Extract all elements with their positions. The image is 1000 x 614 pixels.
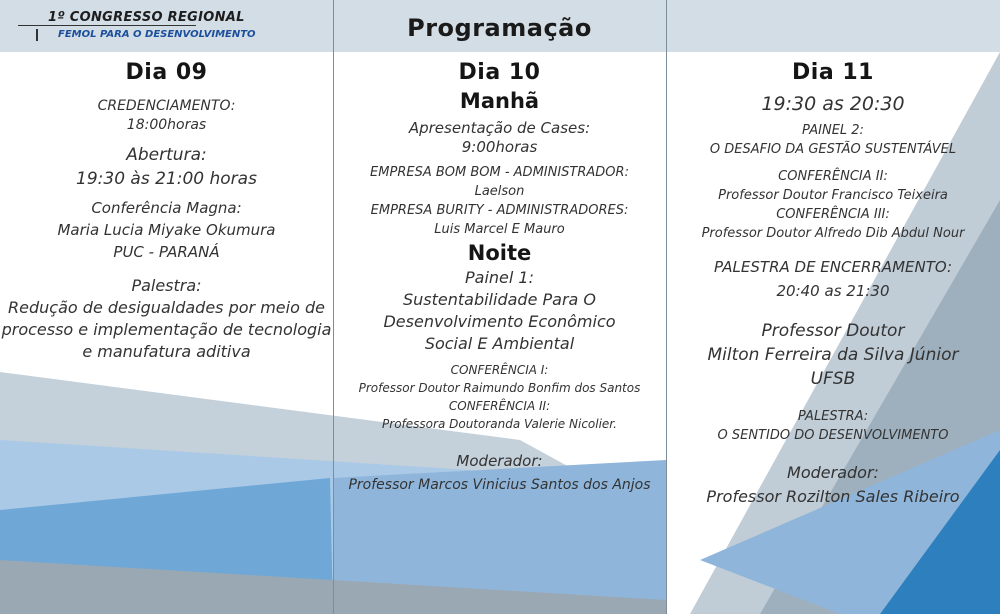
session-time: 19:30 as 20:30 <box>761 93 905 115</box>
credenciamento-time: 18:00horas <box>126 117 207 133</box>
palestra-title: O SENTIDO DO DESENVOLVIMENTO <box>717 428 949 443</box>
page-title: Programação <box>407 14 592 42</box>
conferencia-label: CONFERÊNCIA I: <box>450 363 549 377</box>
logo-rule-vertical <box>36 29 38 41</box>
encerramento-label: PALESTRA DE ENCERRAMENTO: <box>713 258 953 276</box>
painel-title: O DESAFIO DA GESTÃO SUSTENTÁVEL <box>709 142 957 157</box>
moderador-label: Moderador: <box>787 463 879 482</box>
congress-logo <box>18 8 256 46</box>
apresentacao-time: 9:00horas <box>461 138 538 156</box>
empresa-name: Luis Marcel E Mauro <box>434 222 565 237</box>
conferencia-name: Professor Doutor Raimundo Bonfim dos Santos <box>358 381 641 395</box>
conferencia-label: CONFERÊNCIA II: <box>778 169 888 184</box>
conferencia-label: CONFERÊNCIA II: <box>448 399 551 413</box>
abertura-time: 19:30 às 21:00 horas <box>76 169 257 189</box>
logo-rule <box>18 25 196 26</box>
painel-label: Painel 1: <box>465 268 534 287</box>
period-manha: Manhã <box>459 89 540 113</box>
day-title: Dia 10 <box>458 60 541 85</box>
column-day-11 <box>666 56 1000 509</box>
conferencia-name: Maria Lucia Miyake Okumura <box>57 221 276 239</box>
palestra-label: Palestra: <box>131 276 202 295</box>
abertura-label: Abertura: <box>126 145 207 165</box>
day-title: Dia 09 <box>125 60 208 85</box>
palestra-label: PALESTRA: <box>797 409 869 424</box>
conferencia-org: PUC - PARANÁ <box>113 243 220 261</box>
apresentacao-label: Apresentação de Cases: <box>408 119 591 137</box>
painel-label: PAINEL 2: <box>802 123 864 138</box>
empresa-label: EMPRESA BURITY - ADMINISTRADORES: <box>370 203 629 218</box>
painel-line: Social E Ambiental <box>424 334 575 353</box>
speaker-org: UFSB <box>810 369 856 389</box>
moderador-label: Moderador: <box>456 452 543 470</box>
conferencia-name: Professora Doutoranda Valerie Nicolier. <box>382 417 617 431</box>
empresa-name: Laelson <box>474 184 525 199</box>
empresa-label: EMPRESA BOM BOM - ADMINISTRADOR: <box>370 165 629 180</box>
day-title: Dia 11 <box>792 60 874 85</box>
painel-line: Desenvolvimento Econômico <box>383 312 616 331</box>
encerramento-time: 20:40 as 21:30 <box>776 282 890 300</box>
palestra-line: e manufatura aditiva <box>82 342 251 361</box>
conferencia-name: Professor Doutor Francisco Teixeira <box>718 188 948 203</box>
conferencia-label: CONFERÊNCIA III: <box>776 207 890 222</box>
moderador-name: Professor Rozilton Sales Ribeiro <box>706 487 960 506</box>
painel-line: Sustentabilidade Para O <box>402 290 597 309</box>
conferencia-name: Professor Doutor Alfredo Dib Abdul Nour <box>701 226 965 241</box>
column-day-09 <box>0 56 333 363</box>
period-noite: Noite <box>467 241 532 265</box>
palestra-line: Redução de desigualdades por meio de <box>8 298 325 317</box>
logo-line1: 1º CONGRESSO REGIONAL <box>48 10 245 25</box>
moderador-name: Professor Marcos Vinicius Santos dos Anjos <box>348 477 651 493</box>
logo-line2: FEMOL PARA O DESENVOLVIMENTO <box>58 29 256 40</box>
speaker-title: Professor Doutor <box>761 321 905 341</box>
palestra-line: processo e implementação de tecnologia <box>1 320 332 339</box>
column-day-10 <box>333 56 666 497</box>
credenciamento-label: CREDENCIAMENTO: <box>97 98 236 114</box>
speaker-name: Milton Ferreira da Silva Júnior <box>707 345 959 365</box>
conferencia-label: Conferência Magna: <box>91 199 242 217</box>
